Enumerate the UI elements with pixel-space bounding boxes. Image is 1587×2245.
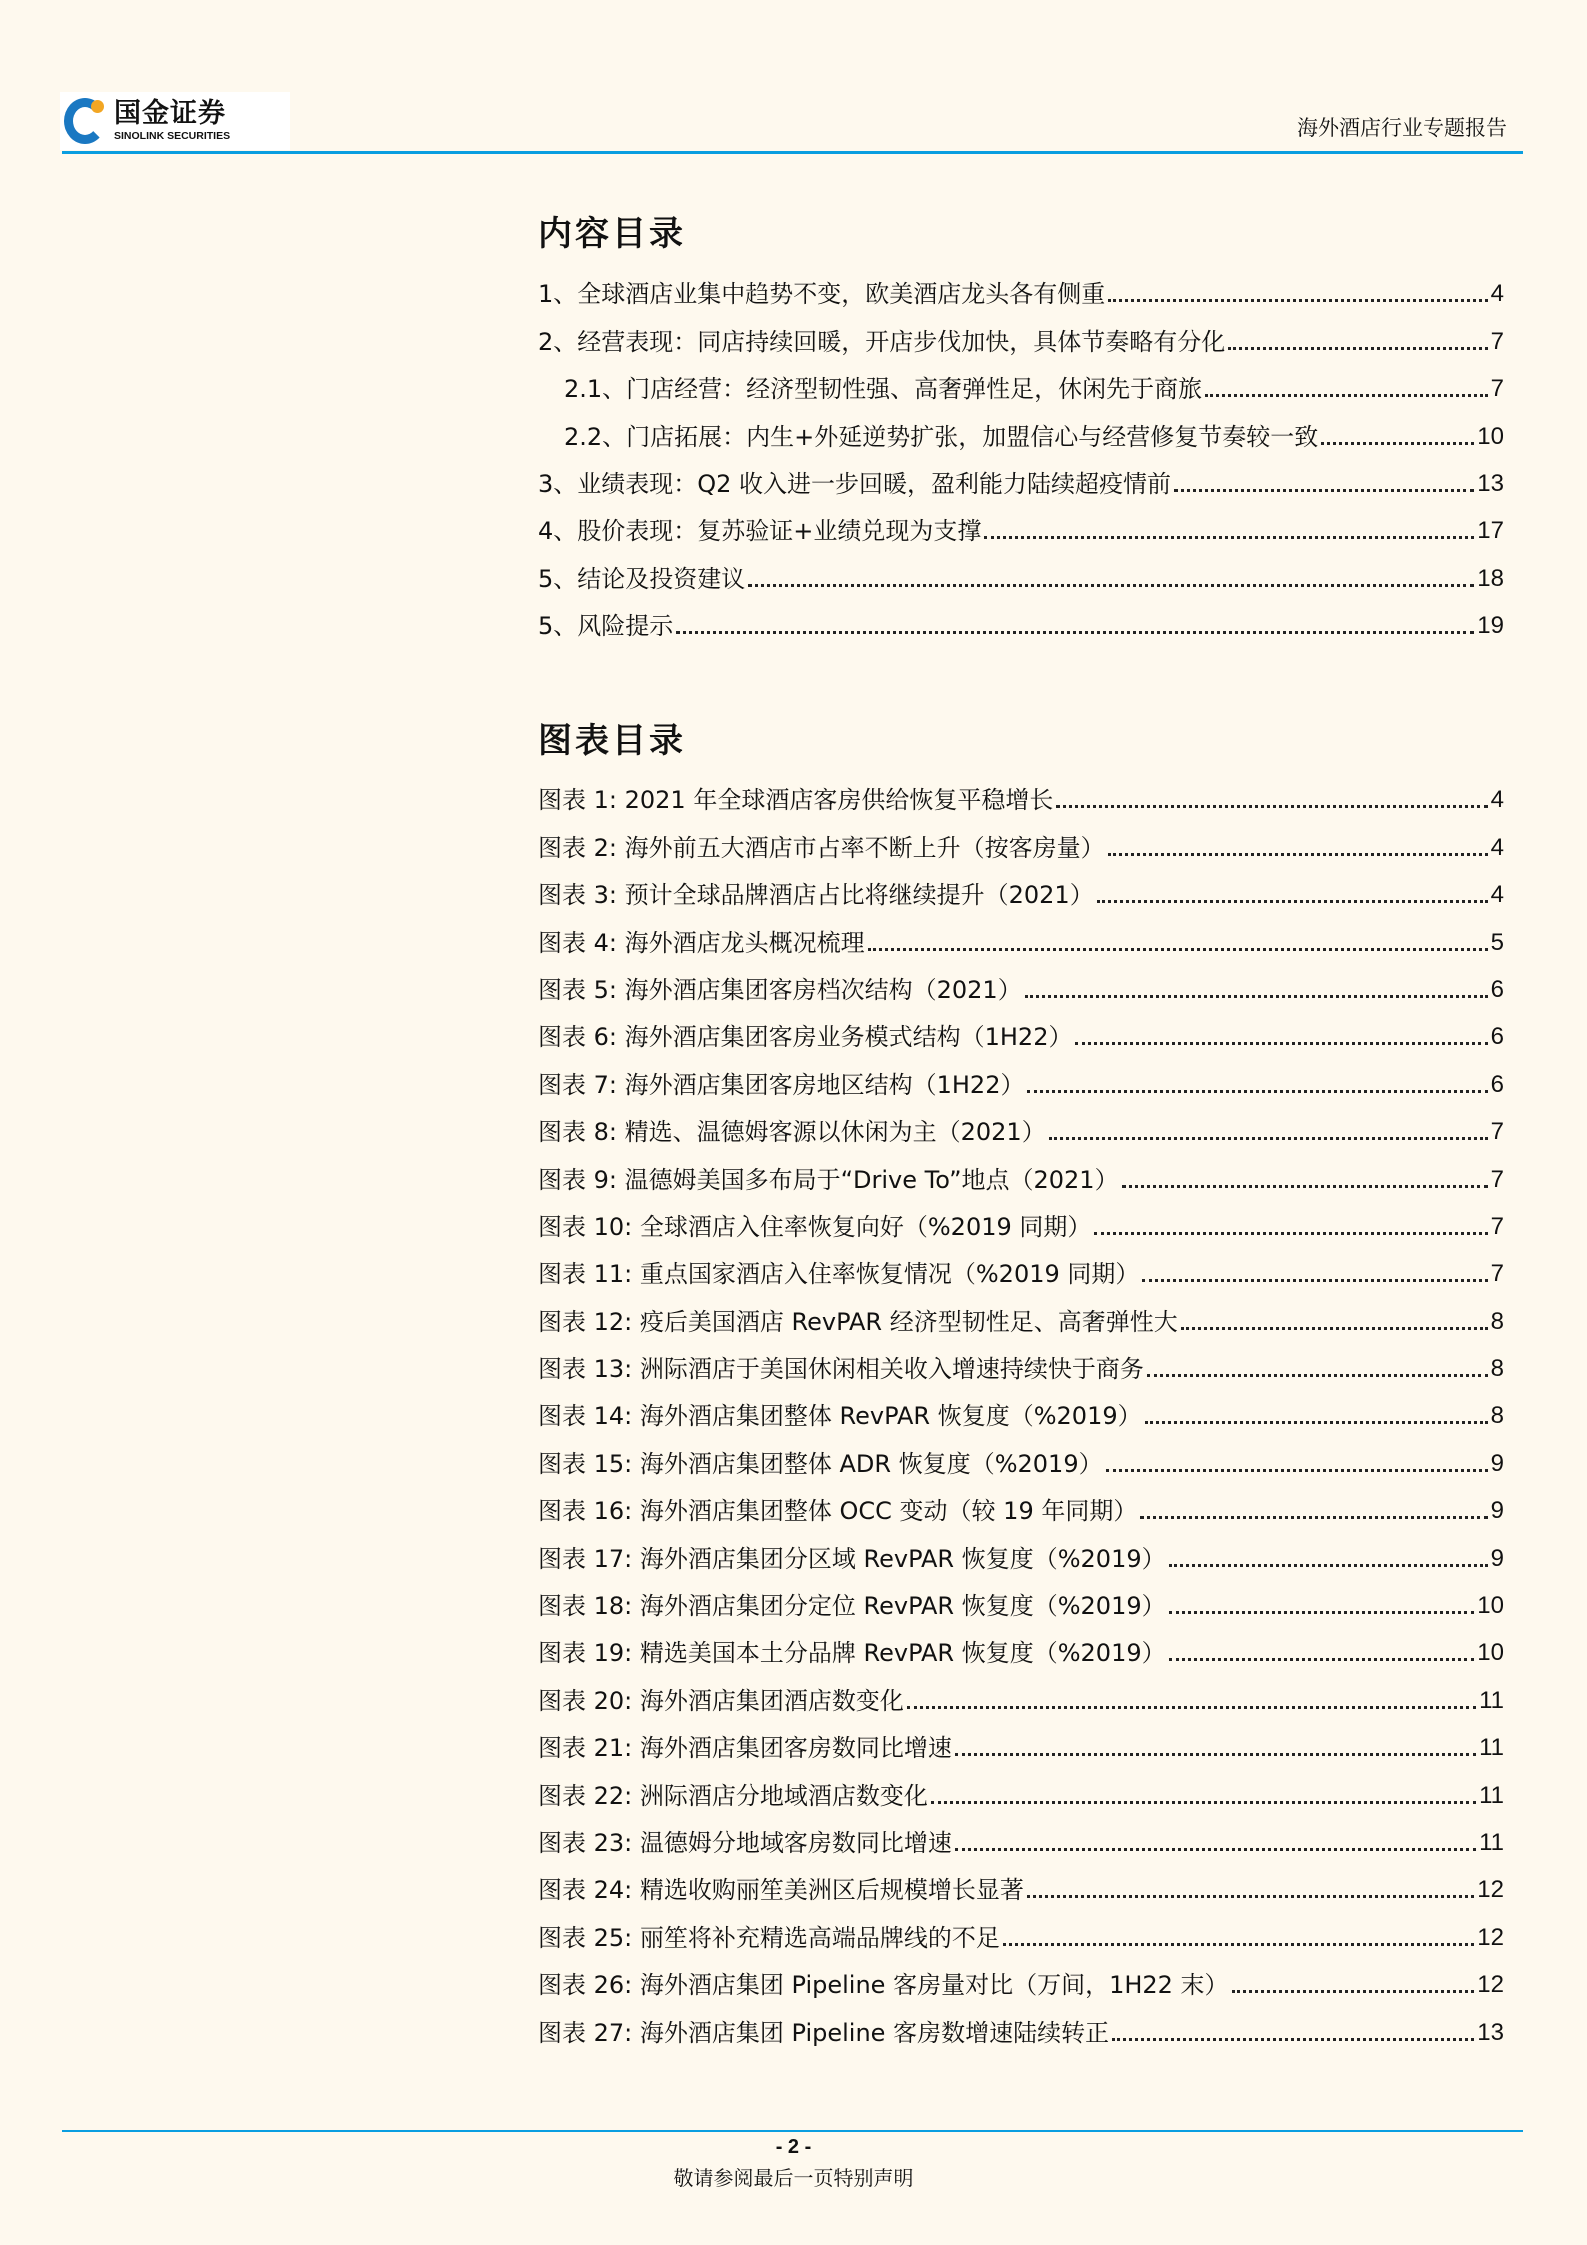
figure-entry[interactable] bbox=[538, 910, 1504, 957]
dot-leader bbox=[1108, 853, 1488, 856]
entry-page-number: 9 bbox=[1490, 1497, 1504, 1525]
entry-label: 图表 17: 海外酒店集团分区域 RevPAR 恢复度（%2019） bbox=[538, 1544, 1166, 1573]
figure-entry[interactable] bbox=[538, 1479, 1504, 1526]
entry-page-number: 8 bbox=[1490, 1402, 1504, 1430]
figure-entry[interactable] bbox=[538, 1905, 1504, 1952]
entry-label: 图表 22: 洲际酒店分地域酒店数变化 bbox=[538, 1781, 928, 1810]
dot-leader bbox=[1094, 1232, 1487, 1235]
toc-entry[interactable] bbox=[538, 546, 1504, 593]
entry-page-number: 17 bbox=[1477, 517, 1504, 545]
contents-list bbox=[538, 262, 1504, 641]
entry-label: 图表 11: 重点国家酒店入住率恢复情况（%2019 同期） bbox=[538, 1260, 1140, 1289]
logo-english-name: SINOLINK SECURITIES bbox=[114, 130, 231, 142]
dot-leader bbox=[955, 1753, 1476, 1756]
dot-leader bbox=[1321, 442, 1474, 445]
figure-entry[interactable] bbox=[538, 958, 1504, 1005]
entry-page-number: 13 bbox=[1477, 2018, 1504, 2046]
entry-label: 2、经营表现：同店持续回暖，开店步伐加快，具体节奏略有分化 bbox=[538, 327, 1226, 356]
entry-page-number: 4 bbox=[1490, 280, 1504, 308]
dot-leader bbox=[1025, 995, 1488, 998]
entry-label: 4、股价表现：复苏验证+业绩兑现为支撑 bbox=[538, 517, 982, 546]
entry-label: 图表 7: 海外酒店集团客房地区结构（1H22） bbox=[538, 1070, 1025, 1099]
figures-list bbox=[538, 768, 1504, 2048]
header-divider bbox=[62, 151, 1523, 154]
figure-entry[interactable] bbox=[538, 1052, 1504, 1099]
entry-label: 图表 9: 温德姆美国多布局于“Drive To”地点（2021） bbox=[538, 1165, 1119, 1194]
entry-label: 图表 12: 疫后美国酒店 RevPAR 经济型韧性足、高奢弹性大 bbox=[538, 1307, 1178, 1336]
dot-leader bbox=[1147, 1374, 1488, 1377]
figure-entry[interactable] bbox=[538, 863, 1504, 910]
toc-entry[interactable] bbox=[538, 594, 1504, 641]
dot-leader bbox=[1056, 805, 1487, 808]
entry-page-number: 7 bbox=[1490, 1260, 1504, 1288]
entry-page-number: 19 bbox=[1477, 612, 1504, 640]
entry-label: 图表 4: 海外酒店龙头概况梳理 bbox=[538, 928, 865, 957]
entry-page-number: 18 bbox=[1477, 564, 1504, 592]
entry-label: 5、风险提示 bbox=[538, 612, 674, 641]
entry-page-number: 9 bbox=[1490, 1449, 1504, 1477]
entry-label: 图表 13: 洲际酒店于美国休闲相关收入增速持续快于商务 bbox=[538, 1355, 1144, 1384]
dot-leader bbox=[931, 1801, 1476, 1804]
contents-title: 内容目录 bbox=[538, 214, 686, 254]
entry-page-number: 4 bbox=[1490, 881, 1504, 909]
figure-entry[interactable] bbox=[538, 1621, 1504, 1668]
entry-page-number: 7 bbox=[1490, 1212, 1504, 1240]
entry-page-number: 10 bbox=[1477, 1639, 1504, 1667]
dot-leader bbox=[1027, 1090, 1487, 1093]
dot-leader bbox=[1106, 1469, 1488, 1472]
toc-entry[interactable] bbox=[538, 404, 1504, 451]
entry-page-number: 7 bbox=[1490, 375, 1504, 403]
dot-leader bbox=[1228, 347, 1487, 350]
dot-leader bbox=[955, 1848, 1476, 1851]
figure-entry[interactable] bbox=[538, 1289, 1504, 1336]
entry-page-number: 12 bbox=[1477, 1971, 1504, 1999]
toc-entry[interactable] bbox=[538, 452, 1504, 499]
figure-entry[interactable] bbox=[538, 1195, 1504, 1242]
logo-chinese-name: 国金证券 bbox=[114, 98, 226, 129]
dot-leader bbox=[1108, 299, 1487, 302]
dot-leader bbox=[676, 631, 1474, 634]
dot-leader bbox=[1232, 1990, 1475, 1993]
figure-entry[interactable] bbox=[538, 1147, 1504, 1194]
entry-page-number: 5 bbox=[1490, 928, 1504, 956]
entry-label: 图表 25: 丽笙将补充精选高端品牌线的不足 bbox=[538, 1923, 1000, 1952]
entry-page-number: 13 bbox=[1477, 469, 1504, 497]
figure-entry[interactable] bbox=[538, 1858, 1504, 1905]
disclaimer-note: 敬请参阅最后一页特别声明 bbox=[673, 2166, 914, 2190]
entry-page-number: 10 bbox=[1477, 1592, 1504, 1620]
figure-entry[interactable] bbox=[538, 1431, 1504, 1478]
figure-entry[interactable] bbox=[538, 1242, 1504, 1289]
figure-entry[interactable] bbox=[538, 1716, 1504, 1763]
entry-page-number: 11 bbox=[1479, 1734, 1504, 1762]
dot-leader bbox=[1169, 1658, 1475, 1661]
dot-leader bbox=[907, 1706, 1476, 1709]
entry-page-number: 8 bbox=[1490, 1307, 1504, 1335]
entry-label: 图表 16: 海外酒店集团整体 OCC 变动（较 19 年同期） bbox=[538, 1497, 1138, 1526]
entry-page-number: 7 bbox=[1490, 1118, 1504, 1146]
entry-page-number: 10 bbox=[1477, 422, 1504, 450]
figure-entry[interactable] bbox=[538, 1574, 1504, 1621]
footer-divider bbox=[62, 2130, 1523, 2132]
entry-label: 图表 23: 温德姆分地域客房数同比增速 bbox=[538, 1828, 952, 1857]
logo-icon bbox=[64, 96, 108, 146]
entry-label: 图表 24: 精选收购丽笙美洲区后规模增长显著 bbox=[538, 1876, 1024, 1905]
entry-label: 5、结论及投资建议 bbox=[538, 564, 746, 593]
entry-label: 2.2、门店拓展：内生+外延逆势扩张，加盟信心与经营修复节奏较一致 bbox=[564, 422, 1319, 451]
dot-leader bbox=[1205, 394, 1487, 397]
entry-page-number: 4 bbox=[1490, 833, 1504, 861]
entry-label: 图表 26: 海外酒店集团 Pipeline 客房量对比（万间，1H22 末） bbox=[538, 1971, 1229, 2000]
figure-entry[interactable] bbox=[538, 2000, 1504, 2047]
figure-entry[interactable] bbox=[538, 1526, 1504, 1573]
entry-label: 图表 21: 海外酒店集团客房数同比增速 bbox=[538, 1734, 952, 1763]
report-title: 海外酒店行业专题报告 bbox=[1297, 116, 1507, 140]
entry-page-number: 7 bbox=[1490, 327, 1504, 355]
entry-label: 图表 27: 海外酒店集团 Pipeline 客房数增速陆续转正 bbox=[538, 2018, 1110, 2047]
figure-entry[interactable] bbox=[538, 1005, 1504, 1052]
entry-page-number: 7 bbox=[1490, 1165, 1504, 1193]
dot-leader bbox=[1169, 1564, 1488, 1567]
entry-page-number: 12 bbox=[1477, 1923, 1504, 1951]
figure-entry[interactable] bbox=[538, 1953, 1504, 2000]
entry-page-number: 11 bbox=[1479, 1828, 1504, 1856]
entry-label: 图表 19: 精选美国本土分品牌 RevPAR 恢复度（%2019） bbox=[538, 1639, 1166, 1668]
entry-label: 图表 10: 全球酒店入住率恢复向好（%2019 同期） bbox=[538, 1212, 1092, 1241]
entry-label: 1、全球酒店业集中趋势不变，欧美酒店龙头各有侧重 bbox=[538, 280, 1106, 309]
toc-entry[interactable] bbox=[538, 357, 1504, 404]
dot-leader bbox=[1112, 2038, 1474, 2041]
toc-entry[interactable] bbox=[538, 309, 1504, 356]
entry-label: 图表 14: 海外酒店集团整体 RevPAR 恢复度（%2019） bbox=[538, 1402, 1142, 1431]
entry-page-number: 11 bbox=[1479, 1781, 1504, 1809]
dot-leader bbox=[1097, 900, 1488, 903]
entry-page-number: 11 bbox=[1479, 1686, 1504, 1714]
figure-entry[interactable] bbox=[538, 1811, 1504, 1858]
figure-entry[interactable] bbox=[538, 1100, 1504, 1147]
dot-leader bbox=[1140, 1516, 1487, 1519]
figure-entry[interactable] bbox=[538, 815, 1504, 862]
dot-leader bbox=[1142, 1279, 1487, 1282]
toc-entry[interactable] bbox=[538, 499, 1504, 546]
dot-leader bbox=[1145, 1421, 1488, 1424]
dot-leader bbox=[1174, 489, 1474, 492]
entry-label: 图表 15: 海外酒店集团整体 ADR 恢复度（%2019） bbox=[538, 1449, 1103, 1478]
entry-label: 2.1、门店经营：经济型韧性强、高奢弹性足，休闲先于商旅 bbox=[564, 375, 1203, 404]
figure-entry[interactable] bbox=[538, 1763, 1504, 1810]
figure-entry[interactable] bbox=[538, 1384, 1504, 1431]
dot-leader bbox=[748, 584, 1474, 587]
entry-page-number: 6 bbox=[1490, 1070, 1504, 1098]
figure-entry[interactable] bbox=[538, 1337, 1504, 1384]
dot-leader bbox=[1003, 1943, 1474, 1946]
dot-leader bbox=[1122, 1185, 1488, 1188]
entry-page-number: 8 bbox=[1490, 1355, 1504, 1383]
entry-page-number: 6 bbox=[1490, 1023, 1504, 1051]
entry-label: 图表 2: 海外前五大酒店市占率不断上升（按客房量） bbox=[538, 833, 1105, 862]
entry-page-number: 6 bbox=[1490, 975, 1504, 1003]
entry-label: 图表 6: 海外酒店集团客房业务模式结构（1H22） bbox=[538, 1023, 1073, 1052]
dot-leader bbox=[1027, 1895, 1474, 1898]
figure-entry[interactable] bbox=[538, 768, 1504, 815]
entry-label: 图表 5: 海外酒店集团客房档次结构（2021） bbox=[538, 975, 1022, 1004]
dot-leader bbox=[1169, 1611, 1475, 1614]
dot-leader bbox=[1049, 1137, 1488, 1140]
dot-leader bbox=[1075, 1042, 1487, 1045]
dot-leader bbox=[1181, 1327, 1488, 1330]
entry-page-number: 9 bbox=[1490, 1544, 1504, 1572]
entry-label: 图表 3: 预计全球品牌酒店占比将继续提升（2021） bbox=[538, 881, 1094, 910]
entry-label: 图表 18: 海外酒店集团分定位 RevPAR 恢复度（%2019） bbox=[538, 1592, 1166, 1621]
entry-page-number: 12 bbox=[1477, 1876, 1504, 1904]
figure-entry[interactable] bbox=[538, 1668, 1504, 1715]
entry-label: 图表 20: 海外酒店集团酒店数变化 bbox=[538, 1686, 904, 1715]
entry-label: 图表 1: 2021 年全球酒店客房供给恢复平稳增长 bbox=[538, 786, 1054, 815]
page-number: - 2 - bbox=[775, 2136, 812, 2158]
entry-page-number: 4 bbox=[1490, 786, 1504, 814]
entry-label: 3、业绩表现：Q2 收入进一步回暖，盈利能力陆续超疫情前 bbox=[538, 469, 1172, 498]
toc-entry[interactable] bbox=[538, 262, 1504, 309]
figures-title: 图表目录 bbox=[538, 721, 686, 761]
entry-label: 图表 8: 精选、温德姆客源以休闲为主（2021） bbox=[538, 1118, 1046, 1147]
dot-leader bbox=[868, 948, 1488, 951]
sinolink-logo bbox=[60, 92, 290, 150]
dot-leader bbox=[984, 536, 1474, 539]
